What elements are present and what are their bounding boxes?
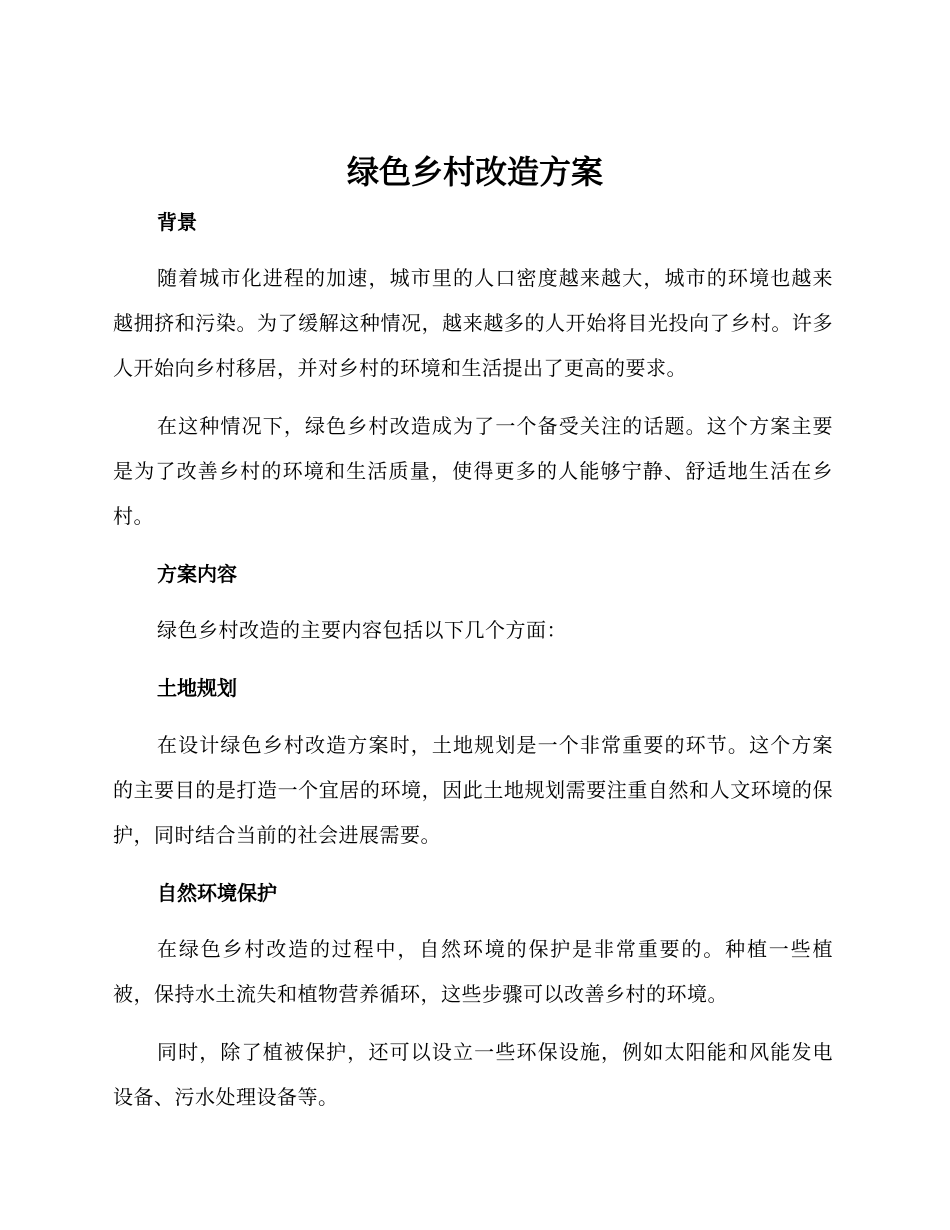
paragraph-nature-protection-1: 在绿色乡村改造的过程中，自然环境的保护是非常重要的。种植一些植被，保持水土流失和植物营养循环，这些步骤可以改善乡村的环境。: [113, 937, 833, 1006]
section-heading-plan-content: 方案内容: [157, 562, 237, 586]
paragraph-background-2: 在这种情况下，绿色乡村改造成为了一个备受关注的话题。这个方案主要是为了改善乡村的环境和生活质量，使得更多的人能够宁静、舒适地生活在乡村。: [113, 414, 833, 528]
section-heading-land-planning: 土地规划: [157, 676, 237, 700]
section-heading-nature-protection: 自然环境保护: [157, 881, 277, 905]
paragraph-plan-content: 绿色乡村改造的主要内容包括以下几个方面：: [157, 618, 567, 642]
paragraph-land-planning: 在设计绿色乡村改造方案时，土地规划是一个非常重要的环节。这个方案的主要目的是打造一个宜居的环境，因此土地规划需要注重自然和人文环境的保护，同时结合当前的社会进展需要。: [113, 733, 833, 847]
document-title: 绿色乡村改造方案: [346, 153, 603, 191]
paragraph-background-1: 随着城市化进程的加速，城市里的人口密度越来越大，城市的环境也越来越拥挤和污染。为了缓解这种情况，越来越多的人开始将目光投向了乡村。许多人开始向乡村移居，并对乡村的环境和生活提出了更高的要求。: [113, 266, 833, 380]
paragraph-nature-protection-2: 同时，除了植被保护，还可以设立一些环保设施，例如太阳能和风能发电设备、污水处理设备等。: [113, 1040, 833, 1109]
section-heading-background: 背景: [157, 210, 197, 234]
